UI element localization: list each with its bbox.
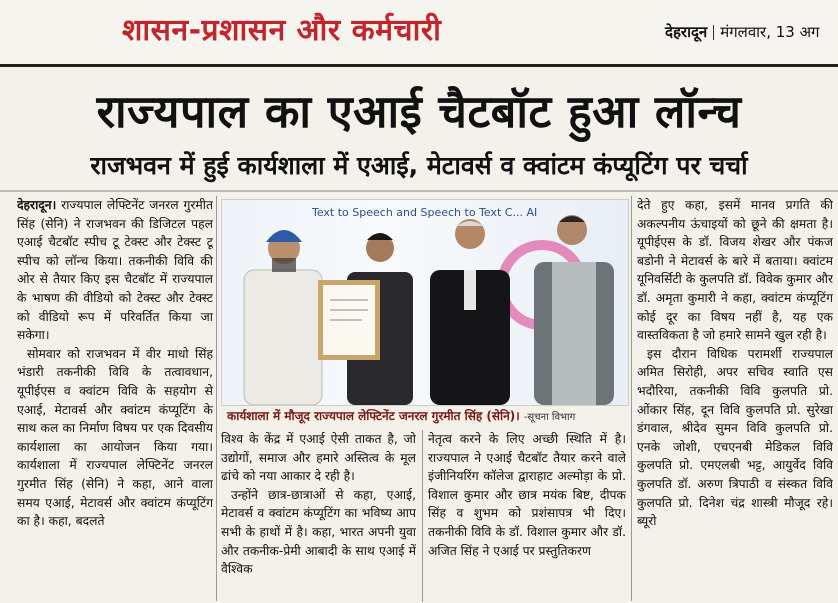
- paragraph: नेतृत्व करने के लिए अच्छी स्थिति में है। राज्यपाल ने एआई चैटबॉट तैयार करने वाले इंजीनियरिंग कॉलेज द्वाराहाट अल्मोड़ा के प्रो. विशाल कुमार और छात्र मयंक बिष्ट, दीपक सिंह व शुभम को प्रशंसापत्र भी दिए। तकनीकी विवि के डॉ. विशाल कुमार और डॉ. अजित सिंह ने एआई पर प्रस्तुतिकरण: [428, 432, 626, 558]
- page-dateline: [665, 22, 820, 42]
- subheadline: राजभवन में हुई कार्यशाला में एआई, मेटावर्स व क्वांटम कंप्यूटिंग पर चर्चा: [90, 151, 748, 180]
- headline: राज्यपाल का एआई चैटबॉट हुआ लॉन्च: [96, 85, 742, 138]
- dateline-city: देहरादून: [665, 23, 708, 41]
- person-governor: [244, 230, 322, 405]
- divider: [0, 190, 838, 192]
- dateline: देहरादून।: [17, 198, 57, 212]
- paragraph-text: राज्यपाल लेफ्टिनेंट जनरल गुरमीत सिंह (सेनि) ने राजभवन की डिजिटल पहल एआई चैटबॉट स्पीच टू टेक्स्ट और टेक्स्ट टू स्पीच को लॉन्च किया। तकनीकी विवि की ओर से तैयार किए इस चैटबॉट में राज्यपाल के भाषण की वीडियो को टेक्स्ट और टेक्स्ट को वीडियो रूप में परिवर्तित किया जा सकेगा।: [17, 198, 213, 343]
- paragraph: देते हुए कहा, इसमें मानव प्रगति की अकल्पनीय ऊंचाइयों को छूने की क्षमता है। यूपीईएस के डॉ. विजय शेखर और पंकज बडोनी ने मेटावर्स के बारे में बताया। क्वांटम यूनिवर्सिटी के कुलपति डॉ. विवेक कुमार और डॉ. अमृता कुमारी ने कहा, क्वांटम कंप्यूटिंग कोई दूर का विषय नहीं है, यह एक वास्तविकता है जो हमारे सामने खुल रही है।: [637, 198, 833, 343]
- dateline-separator: [713, 25, 714, 40]
- page-header: [0, 0, 838, 67]
- article-column-1: [17, 196, 213, 601]
- column-divider: [216, 196, 217, 601]
- paragraph: उन्होंने छात्र-छात्राओं से कहा, एआई, मेटावर्स व क्वांटम कंप्यूटिंग का भविष्य आप सभी के हाथों में है। कहा, भारत अपनी युवा और तकनीक-प्रेमी आबादी के साथ एआई में वैश्विक: [221, 487, 416, 577]
- caption-text: कार्यशाला में मौजूद राज्यपाल लेफ्टिनेंट जनरल गुरमीत सिंह (सेनि)।: [227, 409, 520, 423]
- photo-credit: -सूचना विभाग: [523, 412, 576, 423]
- article-column-3: [428, 430, 626, 602]
- article-column-2: [221, 430, 416, 602]
- paragraph: सोमवार को राजभवन में वीर माधो सिंह भंडारी तकनीकी विवि के तत्वावधान, यूपीईएस व क्वांटम विवि के सहयोग से एआई, मेटावर्स और क्वांटम कंप्यूटिंग के साथ कल का निर्माण विषय पर एक दिवसीय कार्यशाला का आयोजन किया गया। कार्यशाला में राज्यपाल लेफ्टिनेंट जनरल गुरमीत सिंह (सेनि) ने कहा, आने वाला समय एआई, मेटावर्स और क्वांटम कंप्यूटिंग का है। कहा, बदलते: [17, 346, 213, 529]
- certificate: [318, 280, 380, 360]
- backdrop-banner-text: Text to Speech and Speech to Text C... AI: [312, 206, 538, 219]
- paragraph: इस दौरान विधिक परामर्शी राज्यपाल अमित सिरोही, अपर सचिव स्वाति एस भदौरिया, तकनीकी विवि कुलपति प्रो. ओंकार सिंह, दून विवि कुलपति प्रो. सुरेखा डंगवाल, श्रीदेव सुमन विवि कुलपति प्रो. एनके जोशी, एचएनबी मेडिकल विवि कुलपति प्रो. एमएलबी भट्ट, आयुर्वेद विवि कुलपति डॉ. अरुण त्रिपाठी व संस्कत विवि कुलपति प्रो. दिनेश चंद्र शास्त्री मौजूद रहे। ब्यूरो: [637, 346, 833, 529]
- section-title: शासन-प्रशासन और कर्मचारी: [122, 13, 442, 48]
- photo-people-illustration: [222, 200, 628, 405]
- news-photo: [221, 199, 629, 406]
- photo-caption: [221, 406, 633, 426]
- column-divider: [422, 430, 423, 602]
- paragraph: [17, 196, 213, 345]
- paragraph: विश्व के केंद्र में एआई ऐसी ताकत है, जो उद्योगों, समाज और हमारे अस्तित्व के मूल ढांचे को नया आकार दे रही है।: [221, 432, 416, 484]
- article-column-4: [637, 196, 833, 601]
- person-guest: [534, 215, 614, 405]
- person-official: [430, 219, 510, 405]
- dateline-date: मंगलवार, 13 अग: [720, 23, 820, 41]
- column-divider: [631, 196, 632, 601]
